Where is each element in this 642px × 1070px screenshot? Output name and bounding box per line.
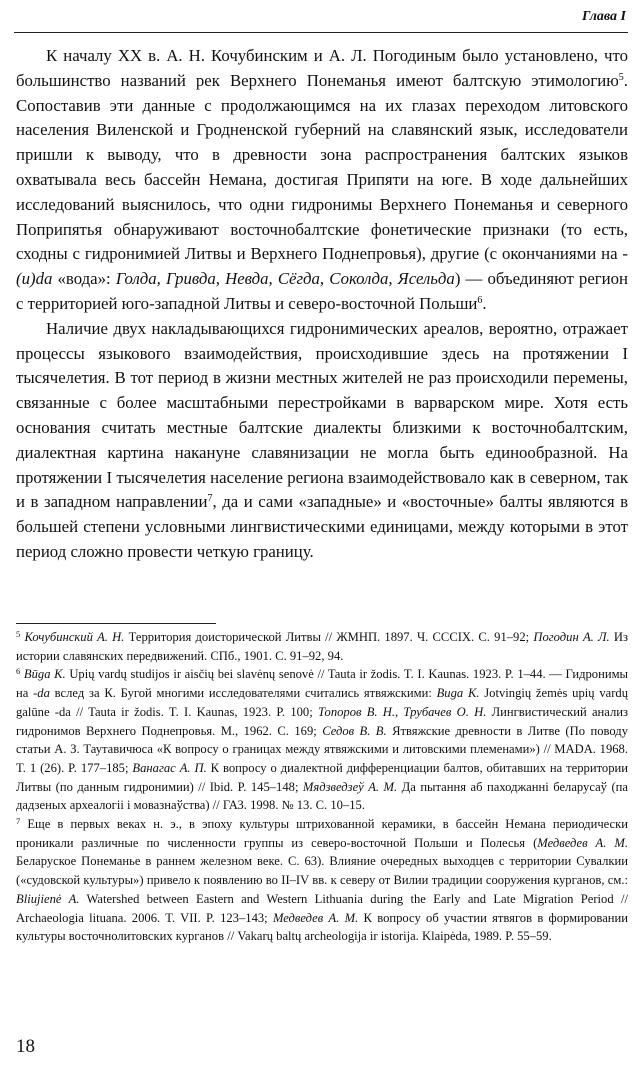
fn6-author-2: Buga K. (436, 686, 480, 701)
fn7-text-2: Беларуское Понеманье в раннем железном веке. С. 63). Влияние очередных выходцев с территории Сувалкии («судовской культуры») привело к появлению во II–IV вв. к северу от Вилии традиции сооружения курганов, см.: (16, 854, 628, 888)
fn7-author-2: Bliujienė A. (16, 891, 80, 906)
paragraph-2 (16, 317, 628, 565)
footnote-ref-6[interactable]: 6 (477, 294, 483, 306)
page-number: 18 (16, 1036, 35, 1057)
fn6-text-2: вслед за К. Бугой многими исследователями считались ятвяжскими: (49, 686, 437, 701)
fn7-author-3: Медведев А. М. (272, 910, 359, 925)
paragraph-1 (16, 44, 628, 317)
fn6-author-1: Būga K. (23, 667, 66, 682)
main-text (16, 44, 628, 565)
chapter-title: Глава I (581, 9, 626, 24)
fn6-text-3: Jotvingių žemės upių vardų galūne -da // Tauta ir žodis. T. I. Kaunas, 1923. P. 100; (16, 686, 628, 719)
p2-text-a: Наличие двух накладывающихся гидронимических ареалов, вероятно, отражает процессы языкового взаимодействия, происходившие здесь на протяжении I тысячелетия. В тот период в жизни местных жителей не раз происходили перемены, связанные с более масштабными перестройками в варварском мире. Хотя есть основания считать местные балтские диалекты близкими к восточнобалтским, диалектная картина накануне славянизации не могла быть единообразной. На протяжении I тысячелетия население региона взаимодействовало как в северном, так и в западном направлении (16, 318, 628, 512)
fn7-text-3: Watershed between Eastern and Western Lithuania during the Early and Late Migration Period // Archaeologia lituana. 2006. T. VII. P. 123–143; (16, 891, 628, 925)
footnotes (16, 628, 628, 946)
fn7-text-1: Еще в первых веках н. э., в эпоху культуры штрихованной керамики, в бассейн Немана периодически проникали различные по численности группы из северо-восточной Польши и Полесья ( (16, 817, 628, 850)
footnote-ref-7[interactable]: 7 (207, 493, 213, 505)
p1-text-b: . Сопоставив эти данные с продолжающимся на их глазах переходом литовского населения Виленской и Гродненской губерний на славянский язык, исследователи пришли к выводу, что в древности зона распространения балтских языков охватывала весь бассейн Немана, достигая Припяти на юге. В ходе дальнейших исследований выяснилось, что одни гидронимы Верхнего Понеманья и северного Поприпятья обнаруживают восточнобалтские фонетические признаки (то есть, сходны с гидронимией Литвы и Верхнего Поднепровья), другие (с окончаниями на (16, 70, 628, 264)
footnote-ref-5[interactable]: 5 (618, 71, 624, 83)
fn6-text-5: Ятвяжские древности в Литве (По поводу статьи А. З. Таутавичюса «К вопросу о границах между ятвяжскими и литовскими племенами») // MADA. 1968. T. 1 (26). P. 177–185; (16, 723, 628, 775)
footnote-7-number: 7 (16, 816, 21, 827)
fn6-text-6: К вопросу о диалектной дифференциации балтов, обитавших на территории Литвы (по данным гидронимии) // Ibid. P. 145–148; (16, 760, 628, 794)
footnote-7 (16, 815, 628, 946)
fn6-author-3: Топоров В. Н., Трубачев О. Н. (317, 704, 487, 719)
footnote-5 (16, 628, 628, 665)
p1-text-a: К началу XX в. А. Н. Кочубинским и А. Л. Погодиным было установлено, что большинство названий рек Верхнего Понеманья имеют балтскую этимологию (16, 46, 628, 90)
running-header (14, 6, 628, 33)
p1-text-d: ) — объединяют регион с территорией юго-западной Литвы и северо-восточной Польши (16, 269, 629, 313)
fn5-text-2: Из истории славянских передвижений. СПб., 1901. С. 91–92, 94. (16, 630, 628, 663)
fn6-text-4: Лингвистический анализ гидронимов Верхнего Поднепровья. М., 1962. С. 169; (16, 704, 628, 738)
p1-suffix: -(и)da (16, 244, 628, 289)
fn6-author-5: Ванагас А. П. (132, 760, 207, 775)
p1-river-names: Голда, Гривда, Невда, Сёгда, Соколда, Ясельда (115, 269, 455, 289)
p1-text-c: «вода»: (52, 269, 116, 289)
fn6-author-4: Седов В. В. (322, 723, 387, 738)
footnote-6-number: 6 (16, 666, 21, 677)
fn6-suffix: -da (33, 686, 50, 701)
fn6-author-6: Мядзведзеў А. М. (302, 779, 398, 794)
fn5-author-2: Погодин А. Л. (533, 630, 610, 644)
p2-text-b: , да и сами «западные» и «восточные» балты являются в большей степени условными лингвистическими единицами, между которыми в этот период сложно провести четкую границу. (16, 492, 629, 561)
footnote-5-number: 5 (16, 629, 21, 639)
fn7-author-1: Медведев А. М. (537, 835, 628, 850)
p1-text-e: . (482, 293, 487, 313)
fn5-author-1: Кочубинский А. Н. (24, 630, 125, 644)
footnote-divider (16, 623, 216, 624)
fn7-text-4: К вопросу об участии ятвягов в формировании культуры восточнолитовских курганов // Vakarų baltų archeologija ir istorija. Klaipėda, 1989. P. 55–59. (16, 910, 629, 944)
fn5-text-1: Территория доисторической Литвы // ЖМНП. 1897. Ч. CCCIX. С. 91–92; (124, 630, 534, 644)
fn6-text-7: Да пытання аб паходжанні беларусаў (па дадзеных археалогіі і мовазнаўства) // ГАЗ. 1998. № 13. С. 10–15. (16, 779, 628, 813)
footnote-6 (16, 665, 628, 815)
fn6-text-1: Upių vardų studijos ir aisčių bei slavėnų senovė // Tauta ir žodis. T. I. Kaunas. 1923. P. 1–44. — Гидронимы на (16, 667, 628, 701)
